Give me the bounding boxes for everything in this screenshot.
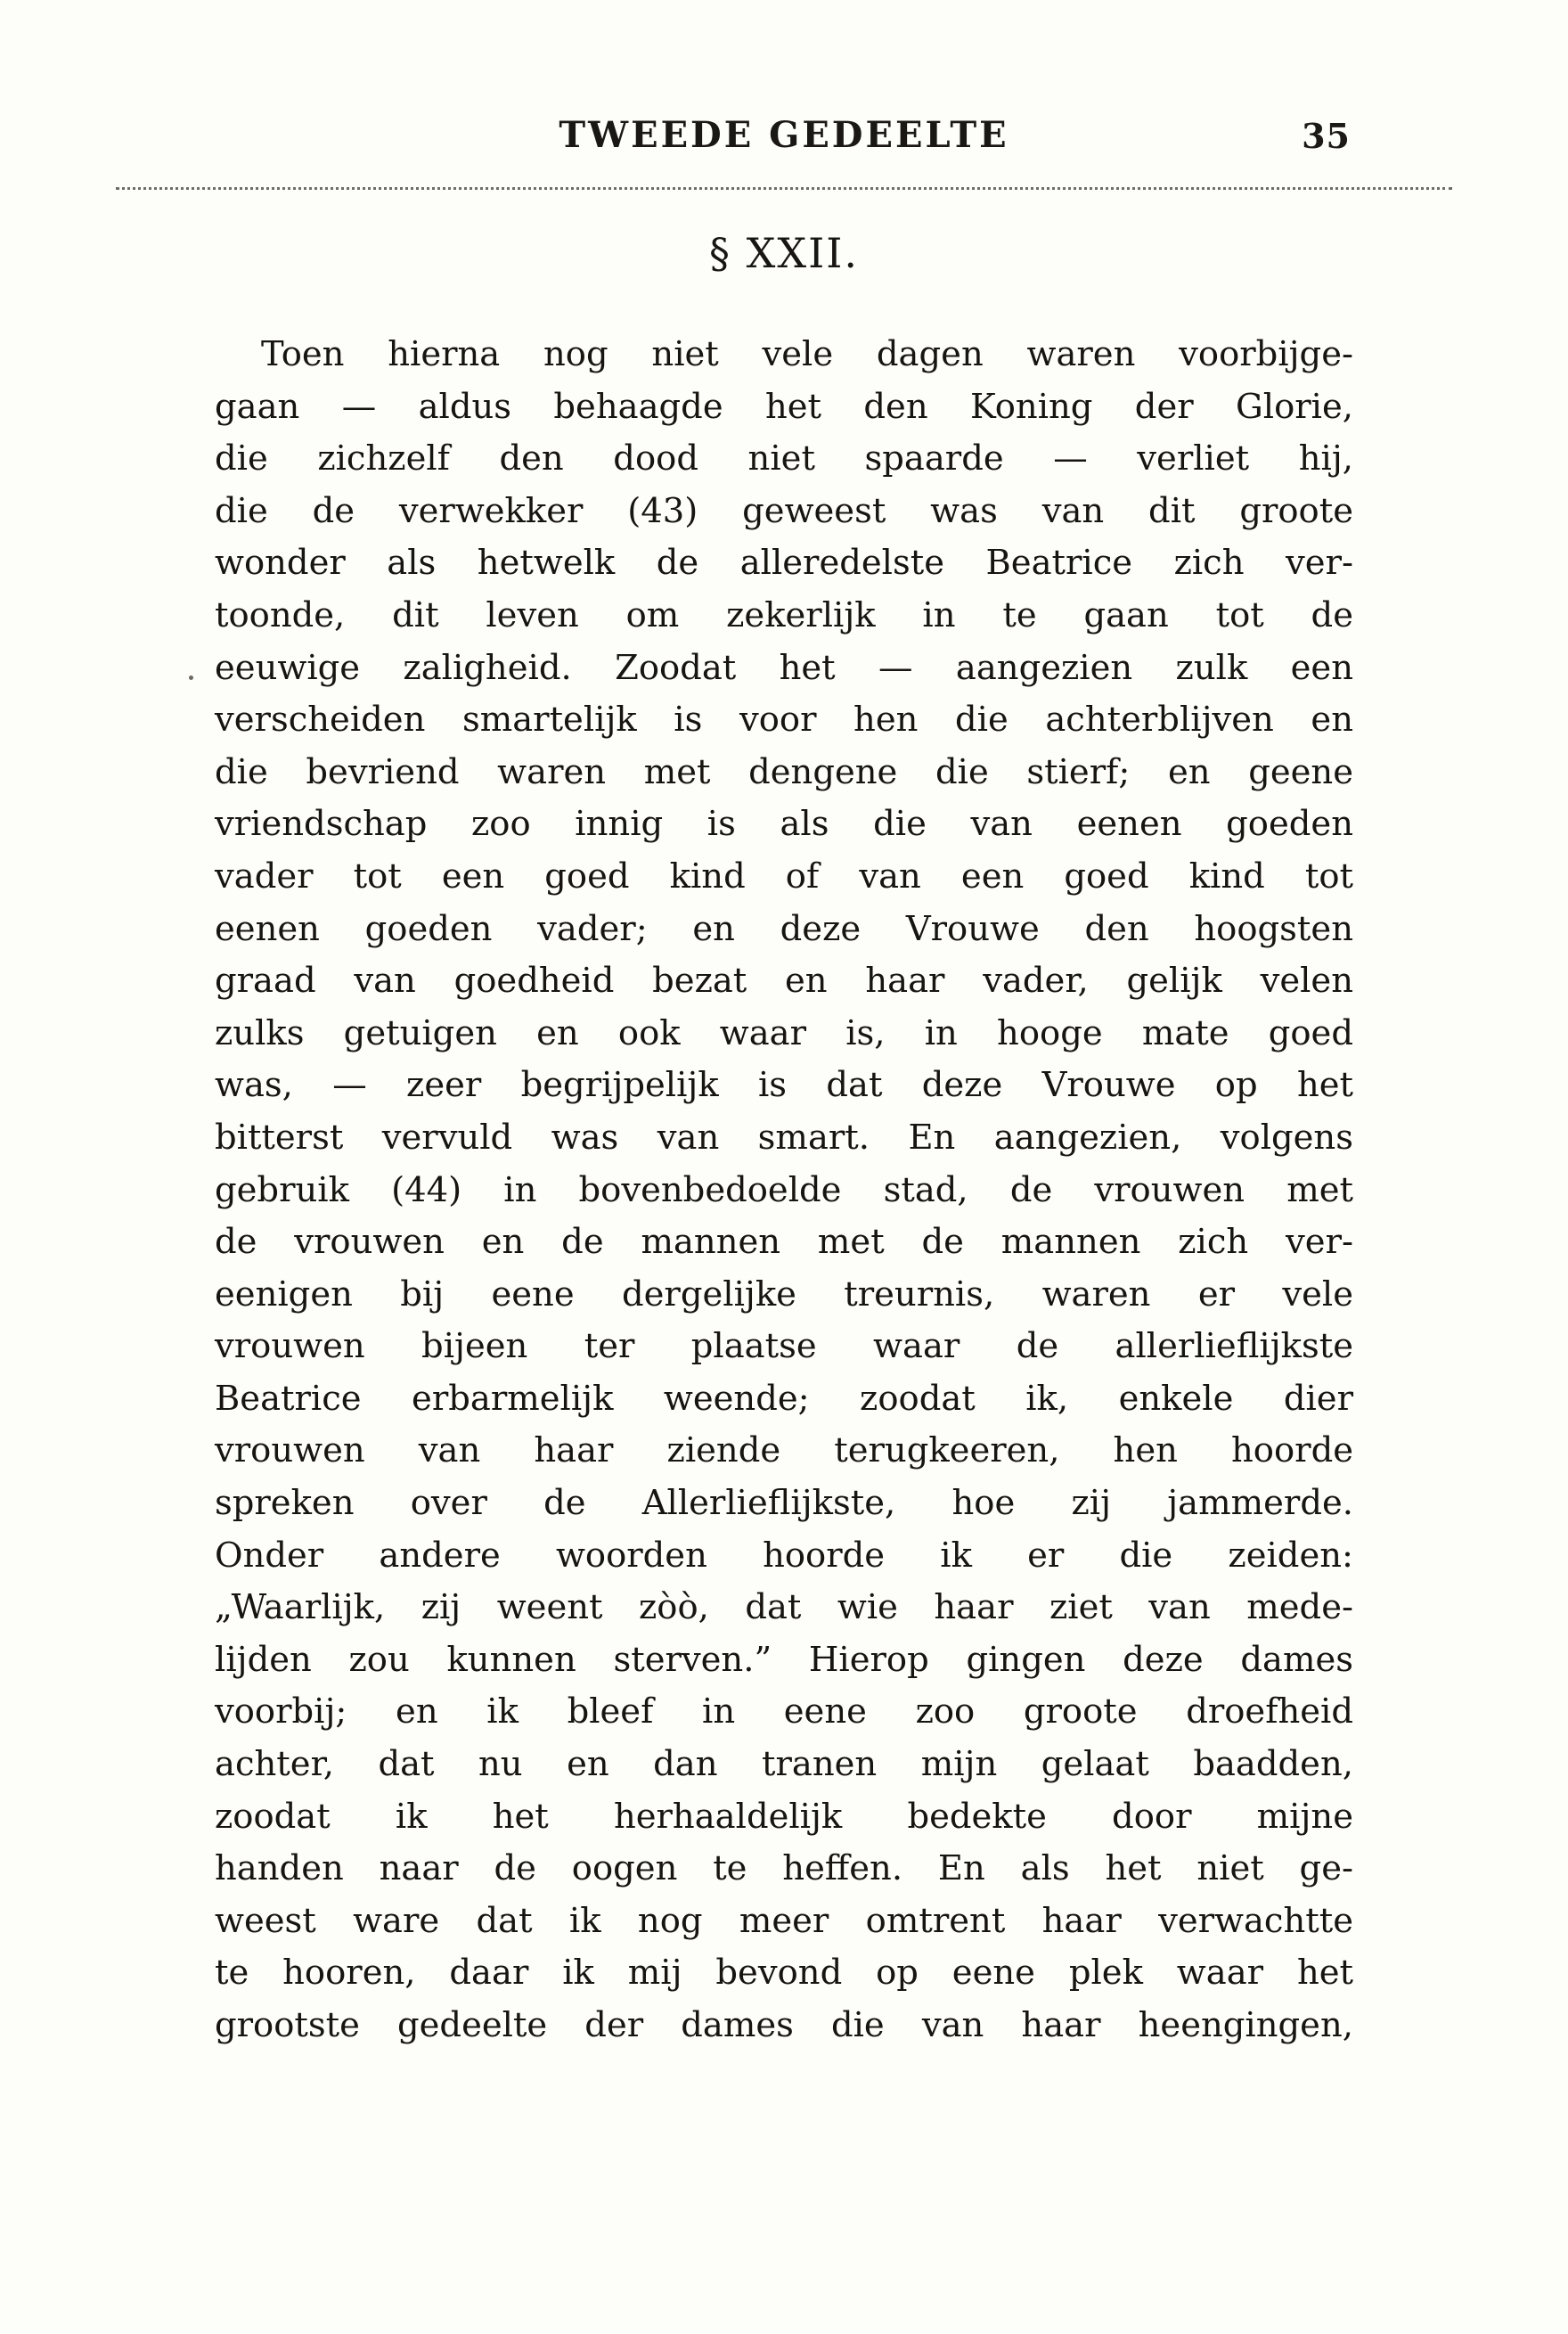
text-line: zulks getuigen en ook waar is, in hooge mate goed bbox=[215, 1012, 1353, 1053]
text-line: vriendschap zoo innig is als die van eenen goeden bbox=[215, 804, 1353, 845]
section-heading: § XXII. bbox=[708, 229, 860, 277]
text-line: Toen hierna nog niet vele dagen waren voorbijge- bbox=[261, 334, 1353, 374]
scan-speck bbox=[189, 676, 193, 680]
text-line: handen naar de oogen te heffen. En als het niet ge- bbox=[215, 1848, 1353, 1889]
body-text bbox=[215, 329, 1353, 2052]
text-line: graad van goedheid bezat en haar vader, gelijk velen bbox=[215, 961, 1353, 1002]
text-line: achter, dat nu en dan tranen mijn gelaat baadden, bbox=[215, 1744, 1353, 1785]
text-line: toonde, dit leven om zekerlijk in te gaan tot de bbox=[215, 594, 1353, 635]
text-line: lijden zou kunnen sterven.” Hierop gingen deze dames bbox=[215, 1639, 1353, 1680]
text-line: die de verwekker (43) geweest was van dit groote bbox=[215, 490, 1353, 531]
page-number: 35 bbox=[1302, 116, 1351, 156]
text-line: bitterst vervuld was van smart. En aangezien, volgens bbox=[215, 1117, 1353, 1158]
text-line: vrouwen van haar ziende terugkeeren, hen hoorde bbox=[215, 1430, 1353, 1471]
text-line: gebruik (44) in bovenbedoelde stad, de vrouwen met bbox=[215, 1169, 1353, 1210]
text-line: die bevriend waren met dengene die stierf; en geene bbox=[215, 751, 1353, 792]
text-line: vrouwen bijeen ter plaatse waar de allerlieflijkste bbox=[215, 1326, 1353, 1367]
text-line: eenigen bij eene dergelijke treurnis, waren er vele bbox=[215, 1273, 1353, 1314]
page-header bbox=[214, 114, 1354, 157]
running-title: TWEEDE GEDEELTE bbox=[559, 114, 1009, 156]
text-line: eenen goeden vader; en deze Vrouwe den hoogsten bbox=[215, 908, 1353, 949]
header-divider bbox=[116, 187, 1452, 190]
text-line: „Waarlijk, zij weent zòò, dat wie haar ziet van mede- bbox=[215, 1587, 1353, 1628]
text-line: weest ware dat ik nog meer omtrent haar verwachtte bbox=[215, 1900, 1353, 1941]
text-line: voorbij; en ik bleef in eene zoo groote droefheid bbox=[215, 1691, 1353, 1732]
text-line: zoodat ik het herhaaldelijk bedekte door mijne bbox=[215, 1796, 1353, 1837]
text-line: eeuwige zaligheid. Zoodat het — aangezien zulk een bbox=[215, 647, 1353, 688]
text-line: de vrouwen en de mannen met de mannen zich ver- bbox=[215, 1222, 1353, 1263]
text-line: vader tot een goed kind of van een goed kind tot bbox=[215, 856, 1353, 897]
text-line: te hooren, daar ik mij bevond op eene plek waar het bbox=[215, 1953, 1353, 1994]
text-line: verscheiden smartelijk is voor hen die achterblijven en bbox=[215, 700, 1353, 741]
text-line: Onder andere woorden hoorde ik er die zeiden: bbox=[215, 1535, 1353, 1576]
text-line: die zichzelf den dood niet spaarde — verliet hij, bbox=[215, 438, 1353, 479]
text-line: grootste gedeelte der dames die van haar heengingen, bbox=[215, 2005, 1353, 2045]
text-line: was, — zeer begrijpelijk is dat deze Vrouwe op het bbox=[215, 1065, 1353, 1106]
text-line: wonder als hetwelk de alleredelste Beatrice zich ver- bbox=[215, 543, 1353, 584]
text-line: gaan — aldus behaagde het den Koning der Glorie, bbox=[215, 386, 1353, 427]
text-line: Beatrice erbarmelijk weende; zoodat ik, enkele dier bbox=[215, 1378, 1353, 1419]
text-line: spreken over de Allerlieflijkste, hoe zij jammerde. bbox=[215, 1483, 1353, 1524]
